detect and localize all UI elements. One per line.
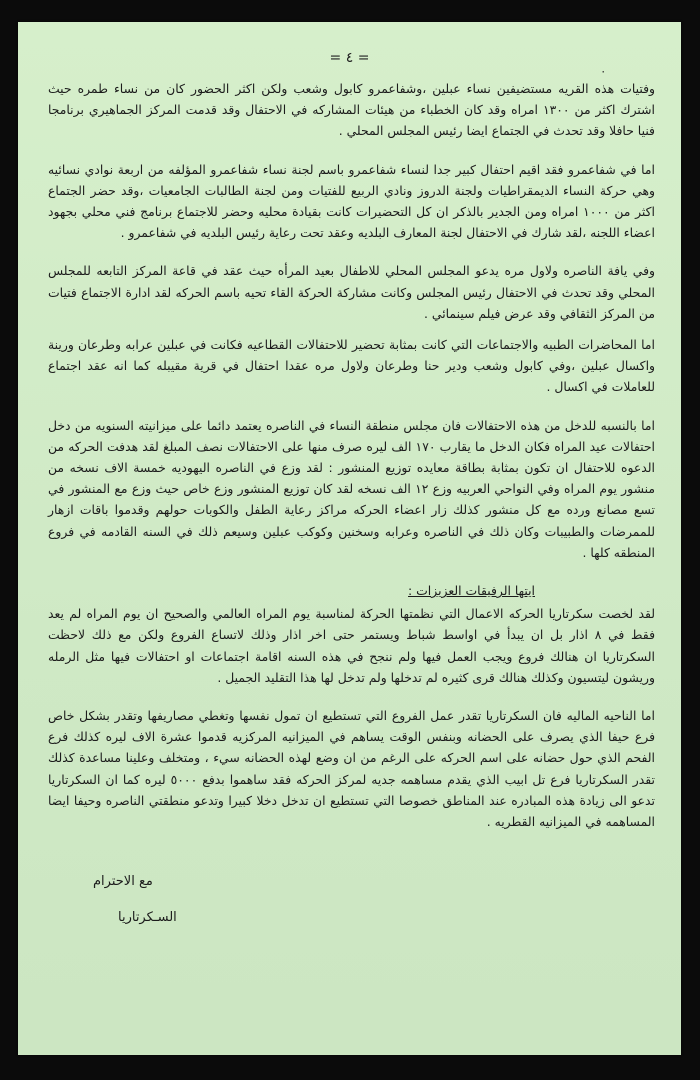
document-page xyxy=(18,22,681,1055)
paragraph-summary: لقد لخصت سكرتاريا الحركه الاعمال التي نظمتها الحركة لمناسبة يوم المراه العالمي والصحيح ان يوم المراه لم يعد فقط في ٨ اذار بل ان يبدأ في اواسط شباط ويستمر حتى اخر اذار وذلك لاتساع الفروع ولكن مع ذلك لاحظت السكرتاريا ان هنالك فروع ويجب العمل فيها ولم ننجح في هذه السنه اقامة اجتماعات او احتفالات فيها مثل الرمله وريشون ليتسيون وكذلك هنالك قرى كثيره لم تدخلها ولم تدخل لها هذا التقليد الجميل . xyxy=(48,606,655,685)
signature: السـكرتاريا xyxy=(118,910,177,925)
letter-body xyxy=(48,78,655,849)
paragraph-income: اما بالنسبه للدخل من هذه الاحتفالات فان مجلس منطقة النساء في الناصره يعتمد دائما على ميزانيته السنويه من دخل احتفالات عيد المراه فكان الدخل ما يقارب ١٧٠ الف ليره صرف منها على الاحتفالات نصف المبلغ لقد هدفت الحركه من الدعوه للاحتفال ان تكون بمثابة بطاقة معايده توزيع المنشور : لقد وزع في الناصره اليهوديه خمسة الاف نسخه من منشور يوم المراه وفي النواحي العربيه وزع ١٢ الف نسخه لقد كان توزيع المنشور وزع خاص حيث وزع مع المنشور في تسع مصانع ورده مع كل منشور كذلك زار اعضاء الحركه مراكز رعاية الطفل والكوبات حولهم وقدموا باقات ازهار للممرضات والطبيبات وكان ذلك في الناصره وعرابه وسخنين وكوكب عبلين وسيعم ذلك في السنه القادمه في فروع المنطقه كلها . xyxy=(48,417,655,560)
salutation-heading: ايتها الرفيقات العزيزات : xyxy=(408,583,535,599)
paragraph-lectures: اما المحاضرات الطبيه والاجتماعات التي كانت بمثابة تحضير للاحتفالات القطاعيه فكانت في عبلين عرابه وطرعان ورينة واكسال عبلين ،وفي كابول وشعب ودير حنا وطرعان ولاول مره عقدا احتفال في قرية مقيبله كما انه عقد اجتماع للعاملات في اكسال . xyxy=(48,337,655,395)
corner-mark: ٠ xyxy=(600,64,607,78)
paragraph-shefaamr: اما في شفاعمرو فقد اقيم احتفال كبير جدا لنساء شفاعمرو باسم لجنة نساء شفاعمرو المؤلفه من اربعة نوادي نسائيه وهي حركة النساء الديمقراطيات ولجنة الدروز ونادي الربيع للفتيات ومن لجنة الطالبات الجامعيات ،وقد حضر الجتماع اكثر من ١٠٠٠ امراه ومن الجدير بالذكر ان كل التحضيرات كانت بقيادة محليه وحضر للاجتماع برنامج فني محلي بجهود اعضاء اللجنه ،لقد شارك في الاحتفال لجنة المعارف البلديه وعقد تحت رعاية رئيس البلديه في شفاعمرو . xyxy=(48,161,655,241)
closing-line: مع الاحترام xyxy=(93,874,153,889)
paragraph-finance: اما الناحيه الماليه فان السكرتاريا تقدر عمل الفروع التي تستطيع ان تمول نفسها وتغطي مصاريفها وتقدر بشكل خاص فرع حيفا الذي يصرف على الحضانه وبنفس الوقت يساهم في الميزانيه المركزيه قدموا عشرة الاف ليره كذلك فرع الفحم الذي حول حضانه على اسم الحركه على الرغم من ان وضع لهذه الحضانه سيء ، ومتخلف وعلينا مساعدة كذلك تقدر السكرتاريا فرع تل ابيب الذي يقدم مساهمه جديه لمركز الحركه فقد ساهموا بدفع ٥٠٠٠ ليره كما ان السكرتاريا تدعو الى زيادة هذه المبادره عند المناطق خصوصا التي تستطيع ان تدخل دخلا كبيرا وتدعو منطقتي الناصره وحيفا ايضا المساهمه في الميزانيه القطريه . xyxy=(48,708,655,830)
paragraph-tamra: وفتيات هذه القريه مستضيفين نساء عبلين ،وشفاعمرو كابول وشعب ولكن اكثر الحضور كان من نساء طمره حيث اشترك اكثر من ١٣٠٠ امراه وقد كان الخطباء من هيئات المشاركه في الاحتفال وقد قدمت المركز الجماهيري برنامجا فنيا حافلا وقد تحدث في الجتماع ايضا رئيس المجلس المحلي . xyxy=(48,81,655,139)
page-number: = ٤ = xyxy=(329,50,370,66)
paragraph-yafa: وفي يافة الناصره ولاول مره يدعو المجلس المحلي للاطفال بعيد المرأه حيث عقد في قاعة المركز التابعه للمجلس المحلي وقد تحدث في الاحتفال رئيس المجلس وكانت مشاركة الحركة القاء تحيه باسم الحركه لقد ادارة الاجتماع فتيات من المركز الثقافي وقد عرض فيلم سينمائي . xyxy=(48,263,655,321)
